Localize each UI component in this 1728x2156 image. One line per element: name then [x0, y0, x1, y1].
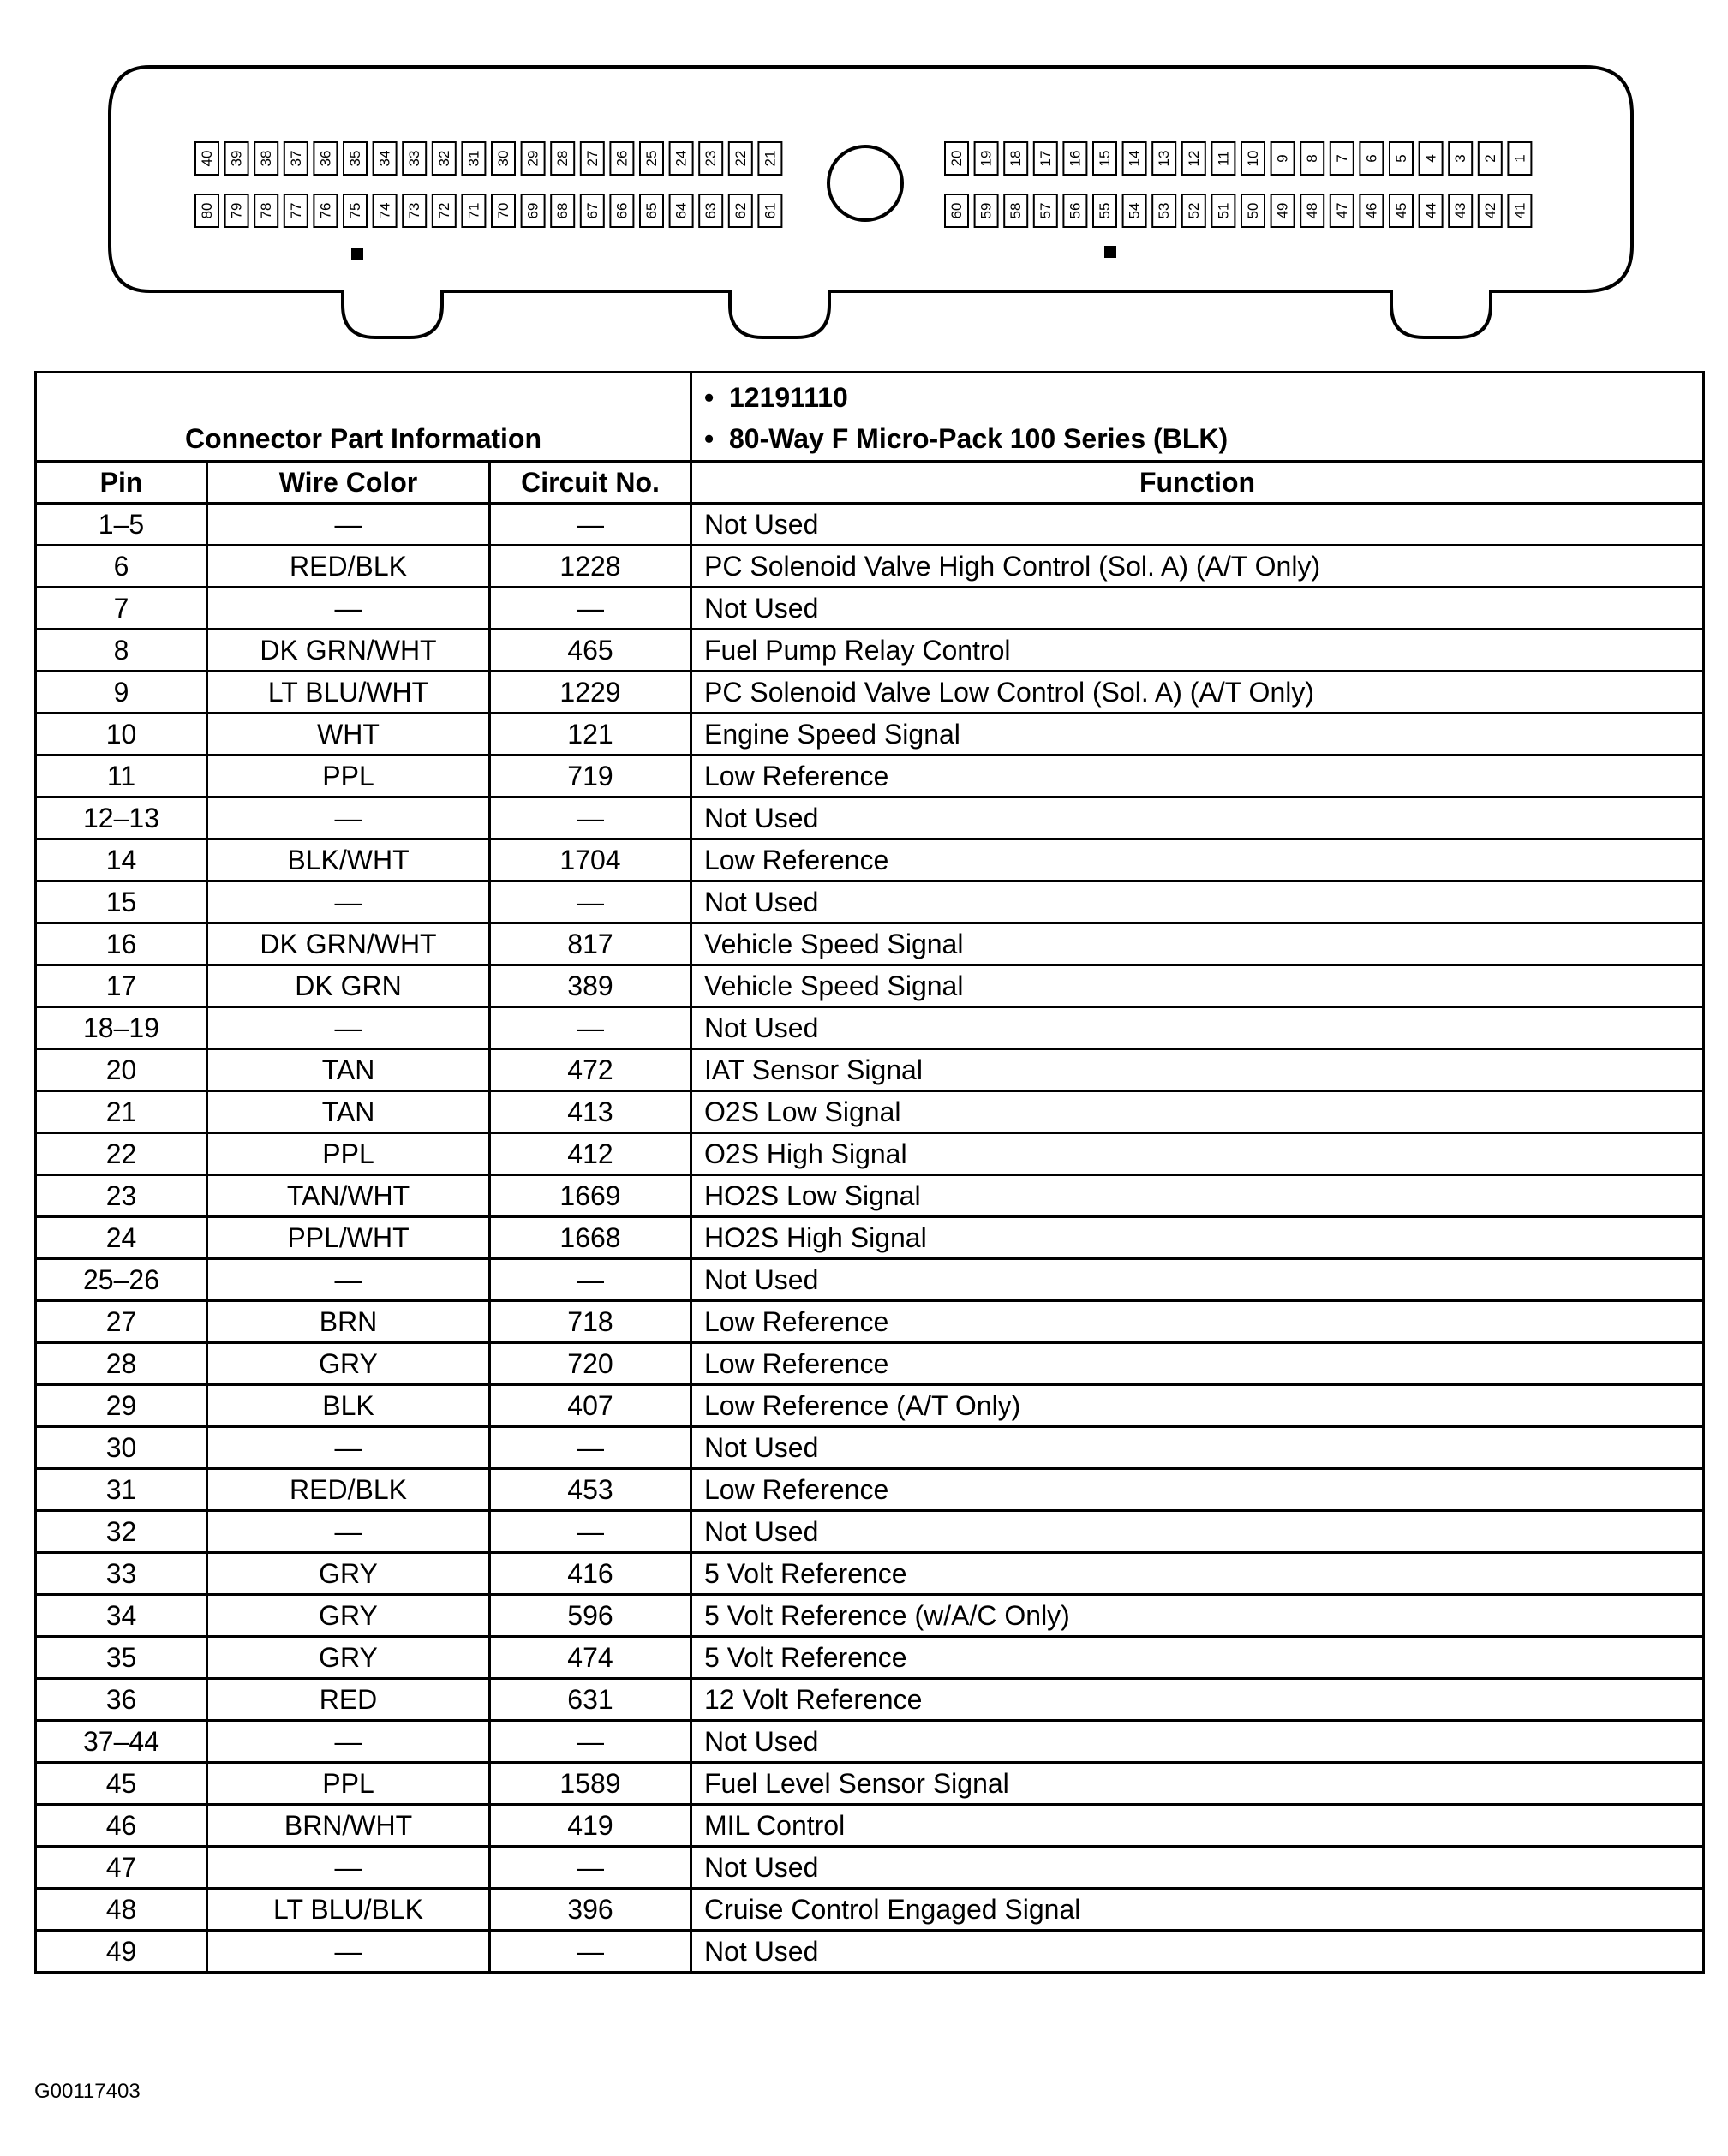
table-row [36, 1511, 1704, 1553]
circuit-no-cell: — [490, 1931, 691, 1973]
figure-code: G00117403 [34, 2080, 141, 2103]
pin-cell: 20 [36, 1049, 207, 1091]
wire-color-cell: DK GRN/WHT [207, 630, 490, 672]
pin-number: 77 [287, 202, 304, 219]
function-cell: 5 Volt Reference [691, 1637, 1704, 1679]
part-info-row [36, 373, 1704, 462]
function-cell: O2S High Signal [691, 1133, 1704, 1175]
pin-number: 53 [1156, 202, 1173, 219]
function-cell: Low Reference [691, 1469, 1704, 1511]
circuit-no-cell: 472 [490, 1049, 691, 1091]
table-row [36, 1007, 1704, 1049]
pin-number: 62 [732, 202, 749, 219]
function-cell: Not Used [691, 1511, 1704, 1553]
table-row [36, 714, 1704, 755]
circuit-no-cell: — [490, 881, 691, 923]
circuit-no-cell: — [490, 1007, 691, 1049]
pin-number: 43 [1452, 202, 1469, 219]
wire-color-cell: BLK [207, 1385, 490, 1427]
pin-number: 45 [1393, 202, 1409, 219]
pin-number: 8 [1304, 154, 1321, 163]
table-row [36, 755, 1704, 797]
table-row [36, 1217, 1704, 1259]
table-row [36, 923, 1704, 965]
pin-number: 41 [1511, 202, 1528, 219]
wire-color-cell: TAN [207, 1091, 490, 1133]
circuit-no-cell: 1668 [490, 1217, 691, 1259]
pin-number: 60 [948, 202, 965, 219]
table-row [36, 881, 1704, 923]
pin-number: 24 [673, 150, 690, 167]
function-cell: Not Used [691, 504, 1704, 546]
function-cell: Not Used [691, 881, 1704, 923]
table-row [36, 1259, 1704, 1301]
function-cell: Low Reference [691, 1301, 1704, 1343]
connector-pins [195, 142, 1531, 227]
circuit-no-cell: 596 [490, 1595, 691, 1637]
table-row [36, 1889, 1704, 1931]
table-row [36, 1805, 1704, 1847]
function-cell: HO2S Low Signal [691, 1175, 1704, 1217]
circuit-no-cell: — [490, 1847, 691, 1889]
wire-color-cell: LT BLU/WHT [207, 672, 490, 714]
function-cell: Fuel Pump Relay Control [691, 630, 1704, 672]
pin-number: 49 [1274, 202, 1291, 219]
function-cell: Not Used [691, 797, 1704, 839]
pin-cell: 6 [36, 546, 207, 588]
function-cell: Not Used [691, 1259, 1704, 1301]
pin-number: 65 [643, 202, 660, 219]
pinout-rows [36, 504, 1704, 1973]
table-row [36, 1175, 1704, 1217]
pin-cell: 47 [36, 1847, 207, 1889]
pin-number: 31 [465, 150, 482, 167]
circuit-no-cell: — [490, 504, 691, 546]
wire-color-cell: — [207, 1721, 490, 1763]
function-cell: Low Reference [691, 755, 1704, 797]
pin-cell: 7 [36, 588, 207, 630]
pin-number: 14 [1126, 150, 1143, 167]
wire-color-cell: — [207, 1847, 490, 1889]
pin-number: 58 [1008, 202, 1025, 219]
pin-cell: 34 [36, 1595, 207, 1637]
circuit-no-cell: 719 [490, 755, 691, 797]
pin-cell: 45 [36, 1763, 207, 1805]
wire-color-cell: RED/BLK [207, 1469, 490, 1511]
table-row [36, 504, 1704, 546]
circuit-no-cell: 1229 [490, 672, 691, 714]
circuit-no-cell: 396 [490, 1889, 691, 1931]
pin-number: 29 [524, 150, 541, 167]
function-cell: IAT Sensor Signal [691, 1049, 1704, 1091]
pin-number: 70 [495, 202, 511, 219]
table-row [36, 1427, 1704, 1469]
header-wire-color: Wire Color [207, 462, 490, 504]
connector-face-diagram [0, 0, 1728, 360]
pin-number: 50 [1245, 202, 1261, 219]
function-cell: PC Solenoid Valve Low Control (Sol. A) (A/T Only) [691, 672, 1704, 714]
connector-key-mark-left [351, 248, 363, 260]
pin-cell: 29 [36, 1385, 207, 1427]
wire-color-cell: PPL [207, 1763, 490, 1805]
circuit-no-cell: 817 [490, 923, 691, 965]
function-cell: 12 Volt Reference [691, 1679, 1704, 1721]
pin-number: 76 [317, 202, 334, 219]
pin-number: 6 [1363, 154, 1380, 163]
pin-number: 75 [347, 202, 363, 219]
pin-number: 79 [228, 202, 245, 219]
circuit-no-cell: 1589 [490, 1763, 691, 1805]
circuit-no-cell: — [490, 797, 691, 839]
wire-color-cell: GRY [207, 1343, 490, 1385]
pin-number: 16 [1067, 150, 1084, 167]
circuit-no-cell: 413 [490, 1091, 691, 1133]
function-cell: Not Used [691, 1721, 1704, 1763]
circuit-no-cell: — [490, 1427, 691, 1469]
pin-number: 27 [583, 150, 601, 167]
header-function: Function [691, 462, 1704, 504]
circuit-no-cell: — [490, 1721, 691, 1763]
pin-cell: 36 [36, 1679, 207, 1721]
table-row [36, 672, 1704, 714]
pin-cell: 10 [36, 714, 207, 755]
pin-number: 33 [406, 150, 423, 167]
pin-number: 44 [1422, 202, 1439, 219]
function-cell: MIL Control [691, 1805, 1704, 1847]
pin-number: 73 [406, 202, 423, 219]
table-row [36, 1847, 1704, 1889]
wire-color-cell: BLK/WHT [207, 839, 490, 881]
pin-number: 38 [258, 150, 275, 167]
pin-cell: 30 [36, 1427, 207, 1469]
pin-number: 19 [978, 150, 995, 167]
table-row [36, 1133, 1704, 1175]
circuit-no-cell: 718 [490, 1301, 691, 1343]
pin-cell: 31 [36, 1469, 207, 1511]
function-cell: Engine Speed Signal [691, 714, 1704, 755]
circuit-no-cell: 453 [490, 1469, 691, 1511]
wire-color-cell: PPL [207, 755, 490, 797]
pin-number: 80 [199, 202, 215, 219]
wire-color-cell: PPL/WHT [207, 1217, 490, 1259]
pin-cell: 22 [36, 1133, 207, 1175]
function-cell: Not Used [691, 1427, 1704, 1469]
connector-pinout-table [34, 371, 1705, 1974]
header-circuit-no: Circuit No. [490, 462, 691, 504]
circuit-no-cell: — [490, 588, 691, 630]
pin-cell: 33 [36, 1553, 207, 1595]
pin-number: 23 [703, 150, 720, 167]
function-cell: Vehicle Speed Signal [691, 965, 1704, 1007]
pin-number: 66 [613, 202, 631, 219]
wire-color-cell: — [207, 1931, 490, 1973]
circuit-no-cell: 1704 [490, 839, 691, 881]
pin-cell: 25–26 [36, 1259, 207, 1301]
pin-number: 36 [317, 150, 334, 167]
function-cell: 5 Volt Reference [691, 1553, 1704, 1595]
wire-color-cell: RED [207, 1679, 490, 1721]
connector-key-mark-right [1104, 246, 1116, 258]
table-row [36, 1595, 1704, 1637]
wire-color-cell: TAN/WHT [207, 1175, 490, 1217]
pin-cell: 28 [36, 1343, 207, 1385]
pin-number: 1 [1511, 154, 1528, 163]
table-row [36, 546, 1704, 588]
pin-number: 54 [1126, 202, 1143, 219]
pin-number: 32 [435, 150, 452, 167]
function-cell: Not Used [691, 588, 1704, 630]
wire-color-cell: — [207, 1511, 490, 1553]
part-description: • 80-Way F Micro-Pack 100 Series (BLK) [704, 418, 1690, 459]
circuit-no-cell: 720 [490, 1343, 691, 1385]
table-row [36, 965, 1704, 1007]
circuit-no-cell: 389 [490, 965, 691, 1007]
table-row [36, 1343, 1704, 1385]
circuit-no-cell: 631 [490, 1679, 691, 1721]
wire-color-cell: LT BLU/BLK [207, 1889, 490, 1931]
pin-number: 25 [643, 150, 660, 167]
pin-cell: 35 [36, 1637, 207, 1679]
table-row [36, 1931, 1704, 1973]
connector-outline [110, 67, 1632, 337]
circuit-no-cell: 121 [490, 714, 691, 755]
pin-number: 64 [673, 202, 690, 219]
pin-number: 40 [199, 150, 215, 167]
pin-number: 61 [762, 202, 779, 219]
pin-number: 57 [1037, 202, 1054, 219]
part-number: • 12191110 [704, 377, 1690, 418]
pin-number: 63 [703, 202, 720, 219]
wire-color-cell: — [207, 881, 490, 923]
table-row [36, 1721, 1704, 1763]
pin-number: 21 [762, 150, 779, 167]
pin-number: 46 [1363, 202, 1380, 219]
pin-number: 13 [1156, 150, 1173, 167]
header-pin: Pin [36, 462, 207, 504]
wire-color-cell: RED/BLK [207, 546, 490, 588]
pin-cell: 37–44 [36, 1721, 207, 1763]
wire-color-cell: GRY [207, 1553, 490, 1595]
pin-cell: 46 [36, 1805, 207, 1847]
table-row [36, 1301, 1704, 1343]
pin-number: 51 [1215, 202, 1232, 219]
function-cell: Fuel Level Sensor Signal [691, 1763, 1704, 1805]
pin-number: 68 [554, 202, 571, 219]
pin-number: 69 [524, 202, 541, 219]
pin-number: 3 [1452, 154, 1469, 163]
pin-cell: 15 [36, 881, 207, 923]
pin-cell: 48 [36, 1889, 207, 1931]
function-cell: PC Solenoid Valve High Control (Sol. A) (A/T Only) [691, 546, 1704, 588]
pin-number: 67 [583, 202, 601, 219]
circuit-no-cell: 1228 [490, 546, 691, 588]
wire-color-cell: — [207, 1007, 490, 1049]
circuit-no-cell: 407 [490, 1385, 691, 1427]
function-cell: Low Reference [691, 839, 1704, 881]
wire-color-cell: WHT [207, 714, 490, 755]
table-row [36, 1637, 1704, 1679]
circuit-no-cell: — [490, 1259, 691, 1301]
circuit-no-cell: 465 [490, 630, 691, 672]
pin-number: 71 [465, 202, 482, 219]
circuit-no-cell: 1669 [490, 1175, 691, 1217]
circuit-no-cell: 412 [490, 1133, 691, 1175]
pin-number: 52 [1185, 202, 1202, 219]
pin-number: 37 [287, 150, 304, 167]
function-cell: HO2S High Signal [691, 1217, 1704, 1259]
part-info-label: Connector Part Information [36, 373, 691, 462]
pin-number: 72 [435, 202, 452, 219]
pin-number: 18 [1008, 150, 1025, 167]
pin-number: 20 [948, 150, 965, 167]
table-row [36, 797, 1704, 839]
wire-color-cell: BRN [207, 1301, 490, 1343]
wire-color-cell: — [207, 797, 490, 839]
pin-number: 4 [1422, 154, 1439, 163]
function-cell: Not Used [691, 1007, 1704, 1049]
pin-number: 22 [732, 150, 749, 167]
pin-number: 7 [1333, 154, 1350, 163]
connector-center-hole [828, 146, 902, 220]
part-info-values [691, 373, 1704, 462]
function-cell: Cruise Control Engaged Signal [691, 1889, 1704, 1931]
pin-cell: 21 [36, 1091, 207, 1133]
wire-color-cell: TAN [207, 1049, 490, 1091]
table-row [36, 839, 1704, 881]
function-cell: Low Reference (A/T Only) [691, 1385, 1704, 1427]
table-row [36, 1091, 1704, 1133]
pin-cell: 16 [36, 923, 207, 965]
pin-number: 9 [1274, 154, 1291, 163]
table-row [36, 1553, 1704, 1595]
table-row [36, 1385, 1704, 1427]
pin-cell: 49 [36, 1931, 207, 1973]
pin-cell: 32 [36, 1511, 207, 1553]
pin-number: 11 [1215, 151, 1232, 166]
pin-number: 48 [1304, 202, 1321, 219]
pin-cell: 1–5 [36, 504, 207, 546]
circuit-no-cell: — [490, 1511, 691, 1553]
pin-number: 42 [1481, 202, 1498, 219]
pin-number: 35 [347, 150, 363, 167]
wire-color-cell: — [207, 1259, 490, 1301]
wire-color-cell: BRN/WHT [207, 1805, 490, 1847]
pin-cell: 14 [36, 839, 207, 881]
pin-number: 39 [228, 150, 245, 167]
pin-cell: 18–19 [36, 1007, 207, 1049]
wire-color-cell: PPL [207, 1133, 490, 1175]
circuit-no-cell: 419 [490, 1805, 691, 1847]
table-row [36, 1049, 1704, 1091]
pin-number: 59 [978, 202, 995, 219]
table-row [36, 1679, 1704, 1721]
circuit-no-cell: 474 [490, 1637, 691, 1679]
circuit-no-cell: 416 [490, 1553, 691, 1595]
table-row [36, 630, 1704, 672]
pin-cell: 11 [36, 755, 207, 797]
pin-number: 15 [1097, 150, 1113, 167]
pin-number: 2 [1481, 154, 1498, 163]
function-cell: Not Used [691, 1931, 1704, 1973]
pin-number: 12 [1185, 150, 1202, 167]
pin-number: 5 [1393, 154, 1409, 163]
wire-color-cell: DK GRN/WHT [207, 923, 490, 965]
pin-cell: 27 [36, 1301, 207, 1343]
pin-number: 78 [258, 202, 275, 219]
pin-number: 74 [376, 202, 393, 219]
pin-number: 28 [554, 150, 571, 167]
wire-color-cell: — [207, 588, 490, 630]
function-cell: 5 Volt Reference (w/A/C Only) [691, 1595, 1704, 1637]
table-row [36, 588, 1704, 630]
wire-color-cell: DK GRN [207, 965, 490, 1007]
function-cell: Not Used [691, 1847, 1704, 1889]
function-cell: O2S Low Signal [691, 1091, 1704, 1133]
wire-color-cell: GRY [207, 1637, 490, 1679]
pin-number: 10 [1245, 150, 1261, 167]
pin-cell: 9 [36, 672, 207, 714]
pin-cell: 17 [36, 965, 207, 1007]
pin-cell: 8 [36, 630, 207, 672]
pin-number: 17 [1037, 150, 1054, 167]
wire-color-cell: — [207, 1427, 490, 1469]
function-cell: Low Reference [691, 1343, 1704, 1385]
pin-cell: 12–13 [36, 797, 207, 839]
pin-cell: 24 [36, 1217, 207, 1259]
function-cell: Vehicle Speed Signal [691, 923, 1704, 965]
table-row [36, 1763, 1704, 1805]
column-header-row [36, 462, 1704, 504]
table-row [36, 1469, 1704, 1511]
pin-number: 47 [1333, 202, 1350, 219]
pin-cell: 23 [36, 1175, 207, 1217]
pin-number: 30 [495, 150, 511, 167]
pin-number: 55 [1097, 202, 1113, 219]
pin-number: 56 [1067, 202, 1084, 219]
wire-color-cell: GRY [207, 1595, 490, 1637]
pin-number: 26 [613, 150, 631, 167]
pin-number: 34 [376, 150, 393, 167]
wire-color-cell: — [207, 504, 490, 546]
